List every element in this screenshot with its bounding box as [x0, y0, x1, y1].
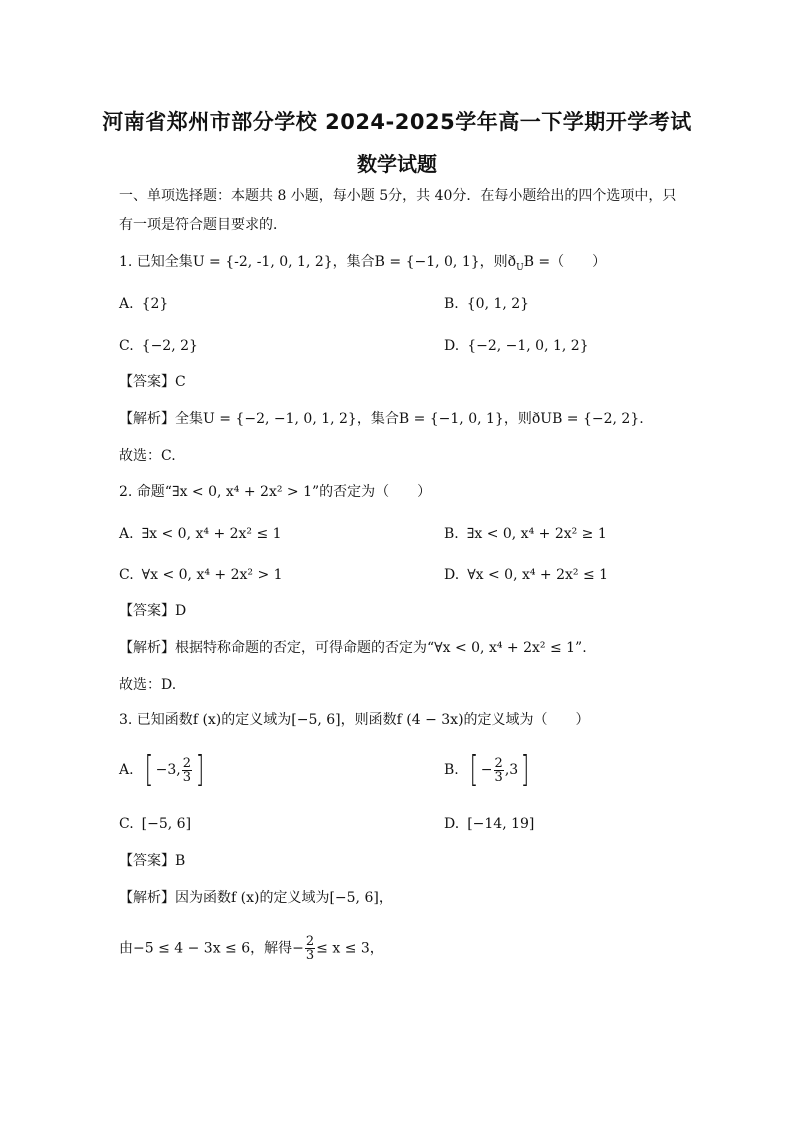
q3-answer: 【答案】B: [119, 853, 186, 869]
q2-option-a: A. ∃x < 0, x⁴ + 2x² ≤ 1: [119, 526, 282, 542]
q1-universal-set: U = {-2, -1, 0, 1, 2}: [192, 254, 333, 270]
q2-conclusion: 故选：D.: [119, 677, 177, 693]
exam-subject: 数学试题: [357, 152, 437, 176]
question-2-stem: 2. 命题“∃x < 0, x⁴ + 2x² > 1”的否定为（ ）: [119, 484, 432, 500]
q3-option-b: B. [ − $\frac{2}{3}$ ,3]: [444, 749, 530, 790]
q1-set-b: B = {−1, 0, 1}: [374, 254, 480, 270]
q1-option-c: C. {−2, 2}: [119, 338, 198, 354]
q2-option-c: C. ∀x < 0, x⁴ + 2x² > 1: [119, 567, 283, 583]
q1-option-a: A. {2}: [119, 296, 169, 312]
q3-option-a: A. [ −3, $\frac{2}{3}$ ]: [119, 749, 205, 790]
q3-option-d: D. [−14, 19]: [444, 816, 535, 832]
q1-option-d: D. {−2, −1, 0, 1, 2}: [444, 338, 589, 354]
q2-analysis: 【解析】根据特称命题的否定，可得命题的否定为“∀x < 0, x⁴ + 2x² ≤ 1”.: [119, 640, 587, 656]
section-intro-line2: 有一项是符合题目要求的．: [119, 217, 287, 233]
q1-mid: ，集合: [332, 254, 375, 270]
q3-analysis: 【解析】因为函数f (x)的定义域为[−5, 6]，: [119, 890, 393, 906]
exam-title: 河南省郑州市部分学校 2024-2025学年高一下学期开学考试: [102, 110, 692, 134]
q2-answer: 【答案】D: [119, 603, 187, 619]
q1-end: （ ）: [550, 254, 607, 270]
q1-complement-sub: U: [516, 262, 524, 273]
q2-option-b: B. ∃x < 0, x⁴ + 2x² ≥ 1: [444, 526, 607, 542]
q1-complement-symbol: ð: [507, 254, 517, 270]
q1-answer: 【答案】C: [119, 374, 186, 390]
q1-set-b2: B =: [523, 254, 551, 270]
q1-mid2: ，则: [479, 254, 508, 270]
q1-conclusion: 故选：C.: [119, 448, 176, 464]
q3-option-c: C. [−5, 6]: [119, 816, 192, 832]
q3-solution-step: 由−5 ≤ 4 − 3x ≤ 6，解得− $\frac{2}{3}$ ≤ x ≤ 3，: [119, 934, 384, 963]
question-1-stem: [119, 252, 606, 278]
q1-option-b: B. {0, 1, 2}: [444, 296, 530, 312]
question-3-stem: 3. 已知函数f (x)的定义域为[−5, 6]，则函数f (4 − 3x)的定义域为（ ）: [119, 712, 590, 728]
q1-prefix: 1. 已知全集: [119, 254, 193, 270]
q2-option-d: D. ∀x < 0, x⁴ + 2x² ≤ 1: [444, 567, 609, 583]
section-intro-line1: 一、单项选择题：本题共 8 小题，每小题 5分，共 40分．在每小题给出的四个选项中，只: [119, 188, 677, 204]
q1-analysis: 【解析】全集U = {−2, −1, 0, 1, 2}，集合B = {−1, 0, 1}，则ðUB = {−2, 2}.: [119, 411, 644, 427]
